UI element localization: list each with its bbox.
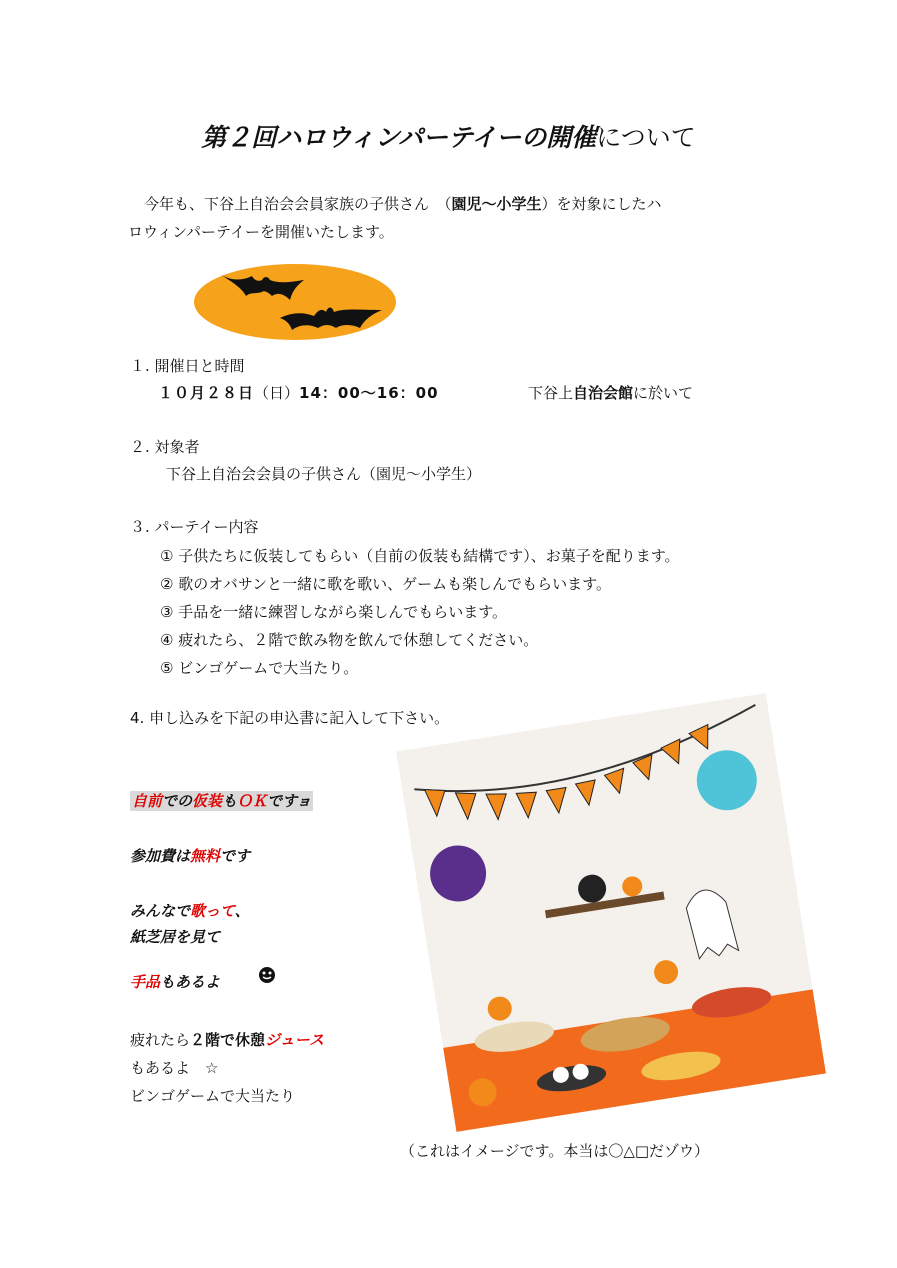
side-bingo: ビンゴゲームで大当たり — [130, 1087, 296, 1105]
section1-venue — [528, 382, 693, 403]
title-rest: について — [596, 123, 696, 152]
venue-name: 自治会館 — [573, 384, 634, 402]
intro-line-2: ロウィンパーテイーを開催いたします。 — [128, 223, 394, 241]
event-time: 14：00〜16：00 — [299, 384, 439, 402]
side-juice: もあるよ ☆ — [130, 1059, 219, 1077]
party-photo — [396, 690, 826, 1135]
intro-text-c: ）を対象にしたハ — [541, 195, 662, 213]
side-fee: 参加費は無料です — [130, 847, 251, 865]
page-title — [0, 118, 897, 154]
section1-datetime — [158, 382, 439, 403]
section1-heading: １. 開催日と時間 — [130, 357, 245, 375]
bat-moon-image — [192, 262, 398, 342]
list-item: ⑤ ビンゴゲームで大当たり。 — [160, 659, 359, 677]
intro-paragraph — [128, 190, 778, 246]
list-item: ④ 疲れたら、２階で飲み物を飲んで休憩してください。 — [160, 631, 539, 649]
side-magic: 手品もあるよ — [130, 973, 221, 991]
list-item: ① 子供たちに仮装してもらい（自前の仮装も結構です）、お菓子を配ります。 — [160, 547, 680, 565]
side-costume: 自前での仮装もＯＫですョ — [132, 792, 312, 810]
venue-post: に於いて — [633, 384, 694, 402]
venue-pre: 下谷上 — [528, 384, 574, 402]
event-day: （日） — [254, 384, 300, 402]
side-kamishibai: 紙芝居を見て — [130, 928, 221, 946]
photo-caption: （これはイメージです。本当は〇△□だゾウ） — [400, 1142, 710, 1160]
section3-list — [160, 542, 680, 682]
side-sing: みんなで歌って、 — [130, 902, 250, 920]
moon-icon — [194, 264, 396, 340]
list-item: ③ 手品を一緒に練習しながら楽しんでもらいます。 — [160, 603, 508, 621]
side-rest: 疲れたら２階で休憩ジュース — [130, 1031, 324, 1049]
smiley-icon — [258, 966, 276, 984]
event-date: １０月２８日 — [158, 384, 255, 402]
section2-body: 下谷上自治会会員の子供さん（園児〜小学生） — [166, 465, 482, 483]
intro-text-a: 今年も、下谷上自治会会員家族の子供さん （ — [144, 195, 452, 213]
section4-heading: 4. 申し込みを下記の申込書に記入して下さい。 — [130, 709, 450, 727]
list-item: ② 歌のオバサンと一緒に歌を歌い、ゲームも楽しんでもらいます。 — [160, 575, 611, 593]
section3-heading: ３. パーテイー内容 — [130, 518, 259, 536]
title-bold: 第２回ハロウィンパーテイーの開催 — [201, 123, 597, 152]
section2-heading: ２. 対象者 — [130, 438, 200, 456]
intro-target: 園児〜小学生 — [451, 195, 542, 213]
